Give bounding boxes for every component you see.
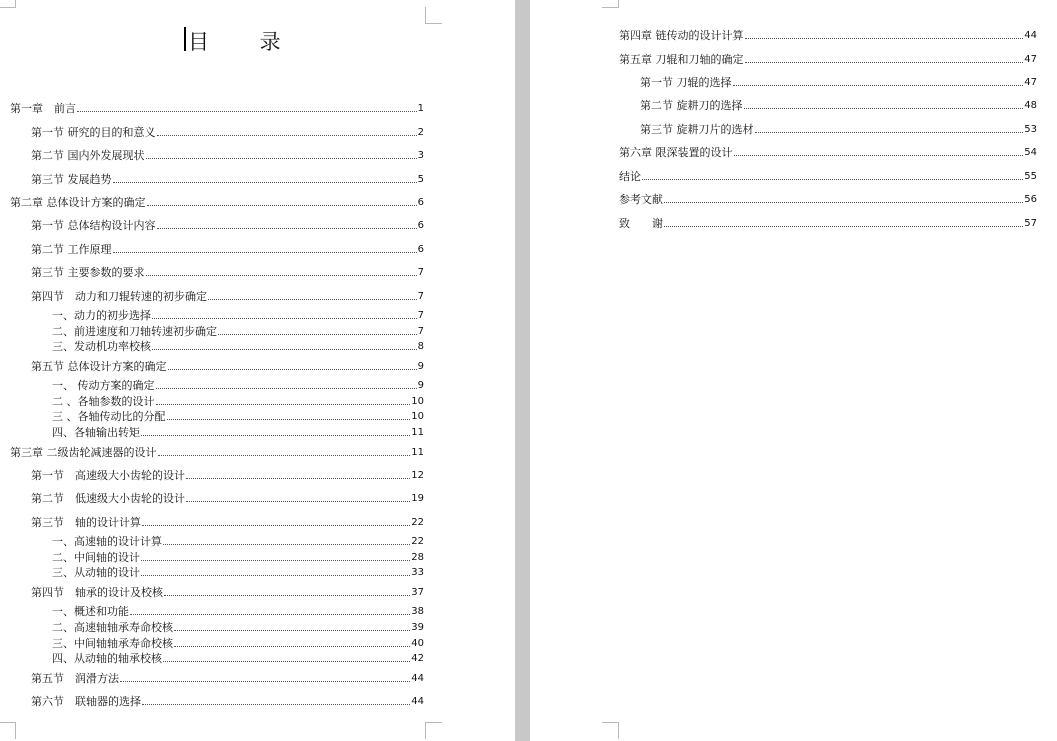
toc-entry-page: 11 [411,427,424,438]
toc-entry-page: 12 [411,470,424,481]
toc-entry-label: 四、各轴输出转矩 [52,426,140,439]
toc-entry-page: 5 [417,174,424,185]
toc-entry[interactable] [52,549,424,564]
toc-leader-dots [163,661,410,662]
toc-entry[interactable] [52,408,424,423]
toc-entry[interactable] [52,650,424,665]
toc-entry-label: 一、概述和功能 [52,605,129,618]
toc-leader-dots [152,318,417,319]
toc-leader-dots [733,85,1024,86]
toc-entry-page: 38 [411,606,424,617]
toc-leader-dots [168,369,417,370]
toc-entry[interactable] [619,27,1037,42]
toc-entry-page: 2 [417,127,424,138]
toc-entry[interactable] [31,147,424,162]
toc-entry[interactable] [31,693,424,708]
toc-entry-page: 6 [417,220,424,231]
toc-entry-label: 一、高速轴的设计计算 [52,535,162,548]
toc-leader-dots [167,419,411,420]
toc-entry-label: 第一节 研究的目的和意义 [31,126,156,139]
toc-leader-dots [186,501,410,502]
toc-entry-label: 第二节 国内外发展现状 [31,149,145,162]
toc-entry-page: 7 [417,291,424,302]
toc-entry-label: 第五节 润滑方法 [31,672,119,685]
toc-entry[interactable] [640,97,1037,112]
toc-entry-label: 三 、各轴传动比的分配 [52,410,166,423]
toc-entry-label: 三、发动机功率校核 [52,340,151,353]
toc-entry[interactable] [31,264,424,279]
toc-leader-dots [157,135,417,136]
toc-entry-label: 第三节 轴的设计计算 [31,516,141,529]
crop-mark [602,0,619,8]
toc-entry[interactable] [31,241,424,256]
toc-entry-page: 56 [1024,194,1037,205]
toc-entry-page: 7 [417,267,424,278]
toc-entry-page: 22 [411,536,424,547]
toc-entry-page: 10 [411,411,424,422]
toc-entry-label: 第一节 总体结构设计内容 [31,219,156,232]
toc-leader-dots [113,182,417,183]
toc-leader-dots [218,334,417,335]
toc-entry[interactable] [619,215,1037,230]
toc-entry-page: 57 [1024,218,1037,229]
toc-entry[interactable] [10,194,424,209]
toc-entry-page: 40 [411,638,424,649]
toc-entry-page: 11 [411,447,424,458]
toc-entry-label: 四、从动轴的轴承校核 [52,652,162,665]
toc-entry-page: 6 [417,244,424,255]
toc-entry[interactable] [31,670,424,685]
toc-leader-dots [208,299,417,300]
toc-leader-dots [142,525,410,526]
toc-entry-page: 37 [411,587,424,598]
toc-entry[interactable] [52,619,424,634]
toc-entry[interactable] [31,124,424,139]
toc-entry-label: 第五节 总体设计方案的确定 [31,360,167,373]
toc-entry[interactable] [619,51,1037,66]
toc-leader-dots [163,544,410,545]
toc-entry[interactable] [52,603,424,618]
toc-leader-dots [734,155,1024,156]
toc-entry-label: 结论 [619,170,641,183]
toc-entry-label: 参考文献 [619,193,663,206]
crop-mark [425,7,442,24]
toc-entry[interactable] [640,121,1037,136]
crop-mark [0,0,16,8]
toc-entry-label: 第四章 链传动的设计计算 [619,29,744,42]
toc-entry-page: 6 [417,197,424,208]
toc-entry-label: 一、 传动方案的确定 [52,379,155,392]
toc-leader-dots [755,132,1024,133]
text-cursor [184,27,186,51]
toc-entry-page: 22 [411,517,424,528]
toc-entry-label: 第二章 总体设计方案的确定 [10,196,146,209]
toc-entry-label: 第六节 联轴器的选择 [31,695,141,708]
toc-entry-page: 1 [417,103,424,114]
toc-entry-page: 9 [417,380,424,391]
toc-leader-dots [744,108,1024,109]
toc-leader-dots [130,614,410,615]
toc-entry-label: 第一章 前言 [10,102,76,115]
toc-entry-label: 第四节 动力和刀辊转速的初步确定 [31,290,207,303]
toc-entry-label: 第二节 工作原理 [31,243,112,256]
toc-entry-label: 第一节 高速级大小齿轮的设计 [31,469,185,482]
toc-entry-label: 三、中间轴轴承寿命校核 [52,637,173,650]
document-page-right [530,0,1057,741]
toc-leader-dots [664,226,1023,227]
toc-leader-dots [141,575,410,576]
toc-leader-dots [174,630,410,631]
toc-leader-dots [642,179,1023,180]
toc-entry-label: 二、高速轴轴承寿命校核 [52,621,173,634]
toc-leader-dots [120,681,410,682]
toc-entry[interactable] [52,533,424,548]
toc-leader-dots [77,111,417,112]
toc-leader-dots [157,228,417,229]
toc-leader-dots [113,252,417,253]
toc-entry-label: 第二节 旋耕刀的选择 [640,99,743,112]
toc-entry-label: 第六章 限深装置的设计 [619,146,733,159]
toc-entry-page: 44 [411,673,424,684]
toc-entry-page: 19 [411,493,424,504]
toc-entry[interactable] [52,564,424,579]
toc-entry-page: 48 [1024,100,1037,111]
toc-entry[interactable] [31,584,424,599]
toc-leader-dots [141,435,410,436]
toc-leader-dots [745,62,1024,63]
toc-entry[interactable] [52,338,424,353]
toc-leader-dots [147,205,417,206]
toc-entry[interactable] [619,191,1037,206]
toc-entry[interactable] [10,100,424,115]
toc-entry[interactable] [619,144,1037,159]
toc-entry-page: 10 [411,396,424,407]
toc-entry-label: 二、前进速度和刀轴转速初步确定 [52,325,217,338]
document-page-left [0,0,515,741]
toc-entry-page: 55 [1024,171,1037,182]
toc-entry[interactable] [52,377,424,392]
toc-leader-dots [142,704,410,705]
toc-entry-label: 第四节 轴承的设计及校核 [31,586,163,599]
toc-entry-page: 7 [417,326,424,337]
toc-entry[interactable] [619,168,1037,183]
toc-entry[interactable] [52,307,424,322]
toc-entry-label: 第五章 刀辊和刀轴的确定 [619,53,744,66]
toc-entry-label: 第三节 发展趋势 [31,173,112,186]
toc-entry[interactable] [640,74,1037,89]
toc-entry-label: 第三节 旋耕刀片的选材 [640,123,754,136]
toc-entry-page: 28 [411,552,424,563]
toc-entry[interactable] [31,467,424,482]
crop-mark [425,722,442,739]
toc-entry-label: 三、从动轴的设计 [52,566,140,579]
page-gutter [515,0,530,741]
toc-entry[interactable] [31,288,424,303]
toc-leader-dots [664,202,1023,203]
toc-leader-dots [745,38,1024,39]
toc-entry[interactable] [31,217,424,232]
toc-entry-page: 47 [1024,77,1037,88]
toc-entry[interactable] [52,393,424,408]
toc-entry-label: 致 谢 [619,217,663,230]
crop-mark [0,722,16,739]
toc-entry-page: 9 [417,361,424,372]
toc-entry-label: 第三节 主要参数的要求 [31,266,145,279]
toc-entry[interactable] [52,635,424,650]
toc-title: 目 录 [188,30,303,54]
toc-entry-label: 一、动力的初步选择 [52,309,151,322]
toc-entry-label: 二、中间轴的设计 [52,551,140,564]
toc-entry-page: 7 [417,310,424,321]
crop-mark [602,722,619,739]
toc-entry-label: 第一节 刀辊的选择 [640,76,732,89]
toc-entry-page: 44 [1024,30,1037,41]
toc-leader-dots [174,646,410,647]
toc-entry-label: 第二节 低速级大小齿轮的设计 [31,492,185,505]
toc-entry[interactable] [52,323,424,338]
toc-entry[interactable] [31,358,424,373]
toc-entry-page: 39 [411,622,424,633]
toc-leader-dots [141,560,410,561]
toc-entry[interactable] [52,424,424,439]
toc-leader-dots [146,275,417,276]
toc-leader-dots [156,388,417,389]
toc-entry-page: 44 [411,696,424,707]
toc-entry-label: 二 、各轴参数的设计 [52,395,155,408]
toc-leader-dots [164,595,410,596]
toc-entry-page: 8 [417,341,424,352]
toc-entry-page: 42 [411,653,424,664]
toc-entry-page: 47 [1024,54,1037,65]
toc-leader-dots [158,455,411,456]
toc-entry-page: 33 [411,567,424,578]
toc-entry[interactable] [31,171,424,186]
toc-leader-dots [186,478,410,479]
toc-entry-label: 第三章 二级齿轮减速器的设计 [10,446,157,459]
toc-leader-dots [156,404,411,405]
toc-entry[interactable] [31,490,424,505]
toc-entry[interactable] [31,514,424,529]
toc-entry-page: 53 [1024,124,1037,135]
toc-leader-dots [146,158,417,159]
toc-leader-dots [152,349,417,350]
toc-entry-page: 3 [417,150,424,161]
toc-entry[interactable] [10,444,424,459]
toc-entry-page: 54 [1024,147,1037,158]
